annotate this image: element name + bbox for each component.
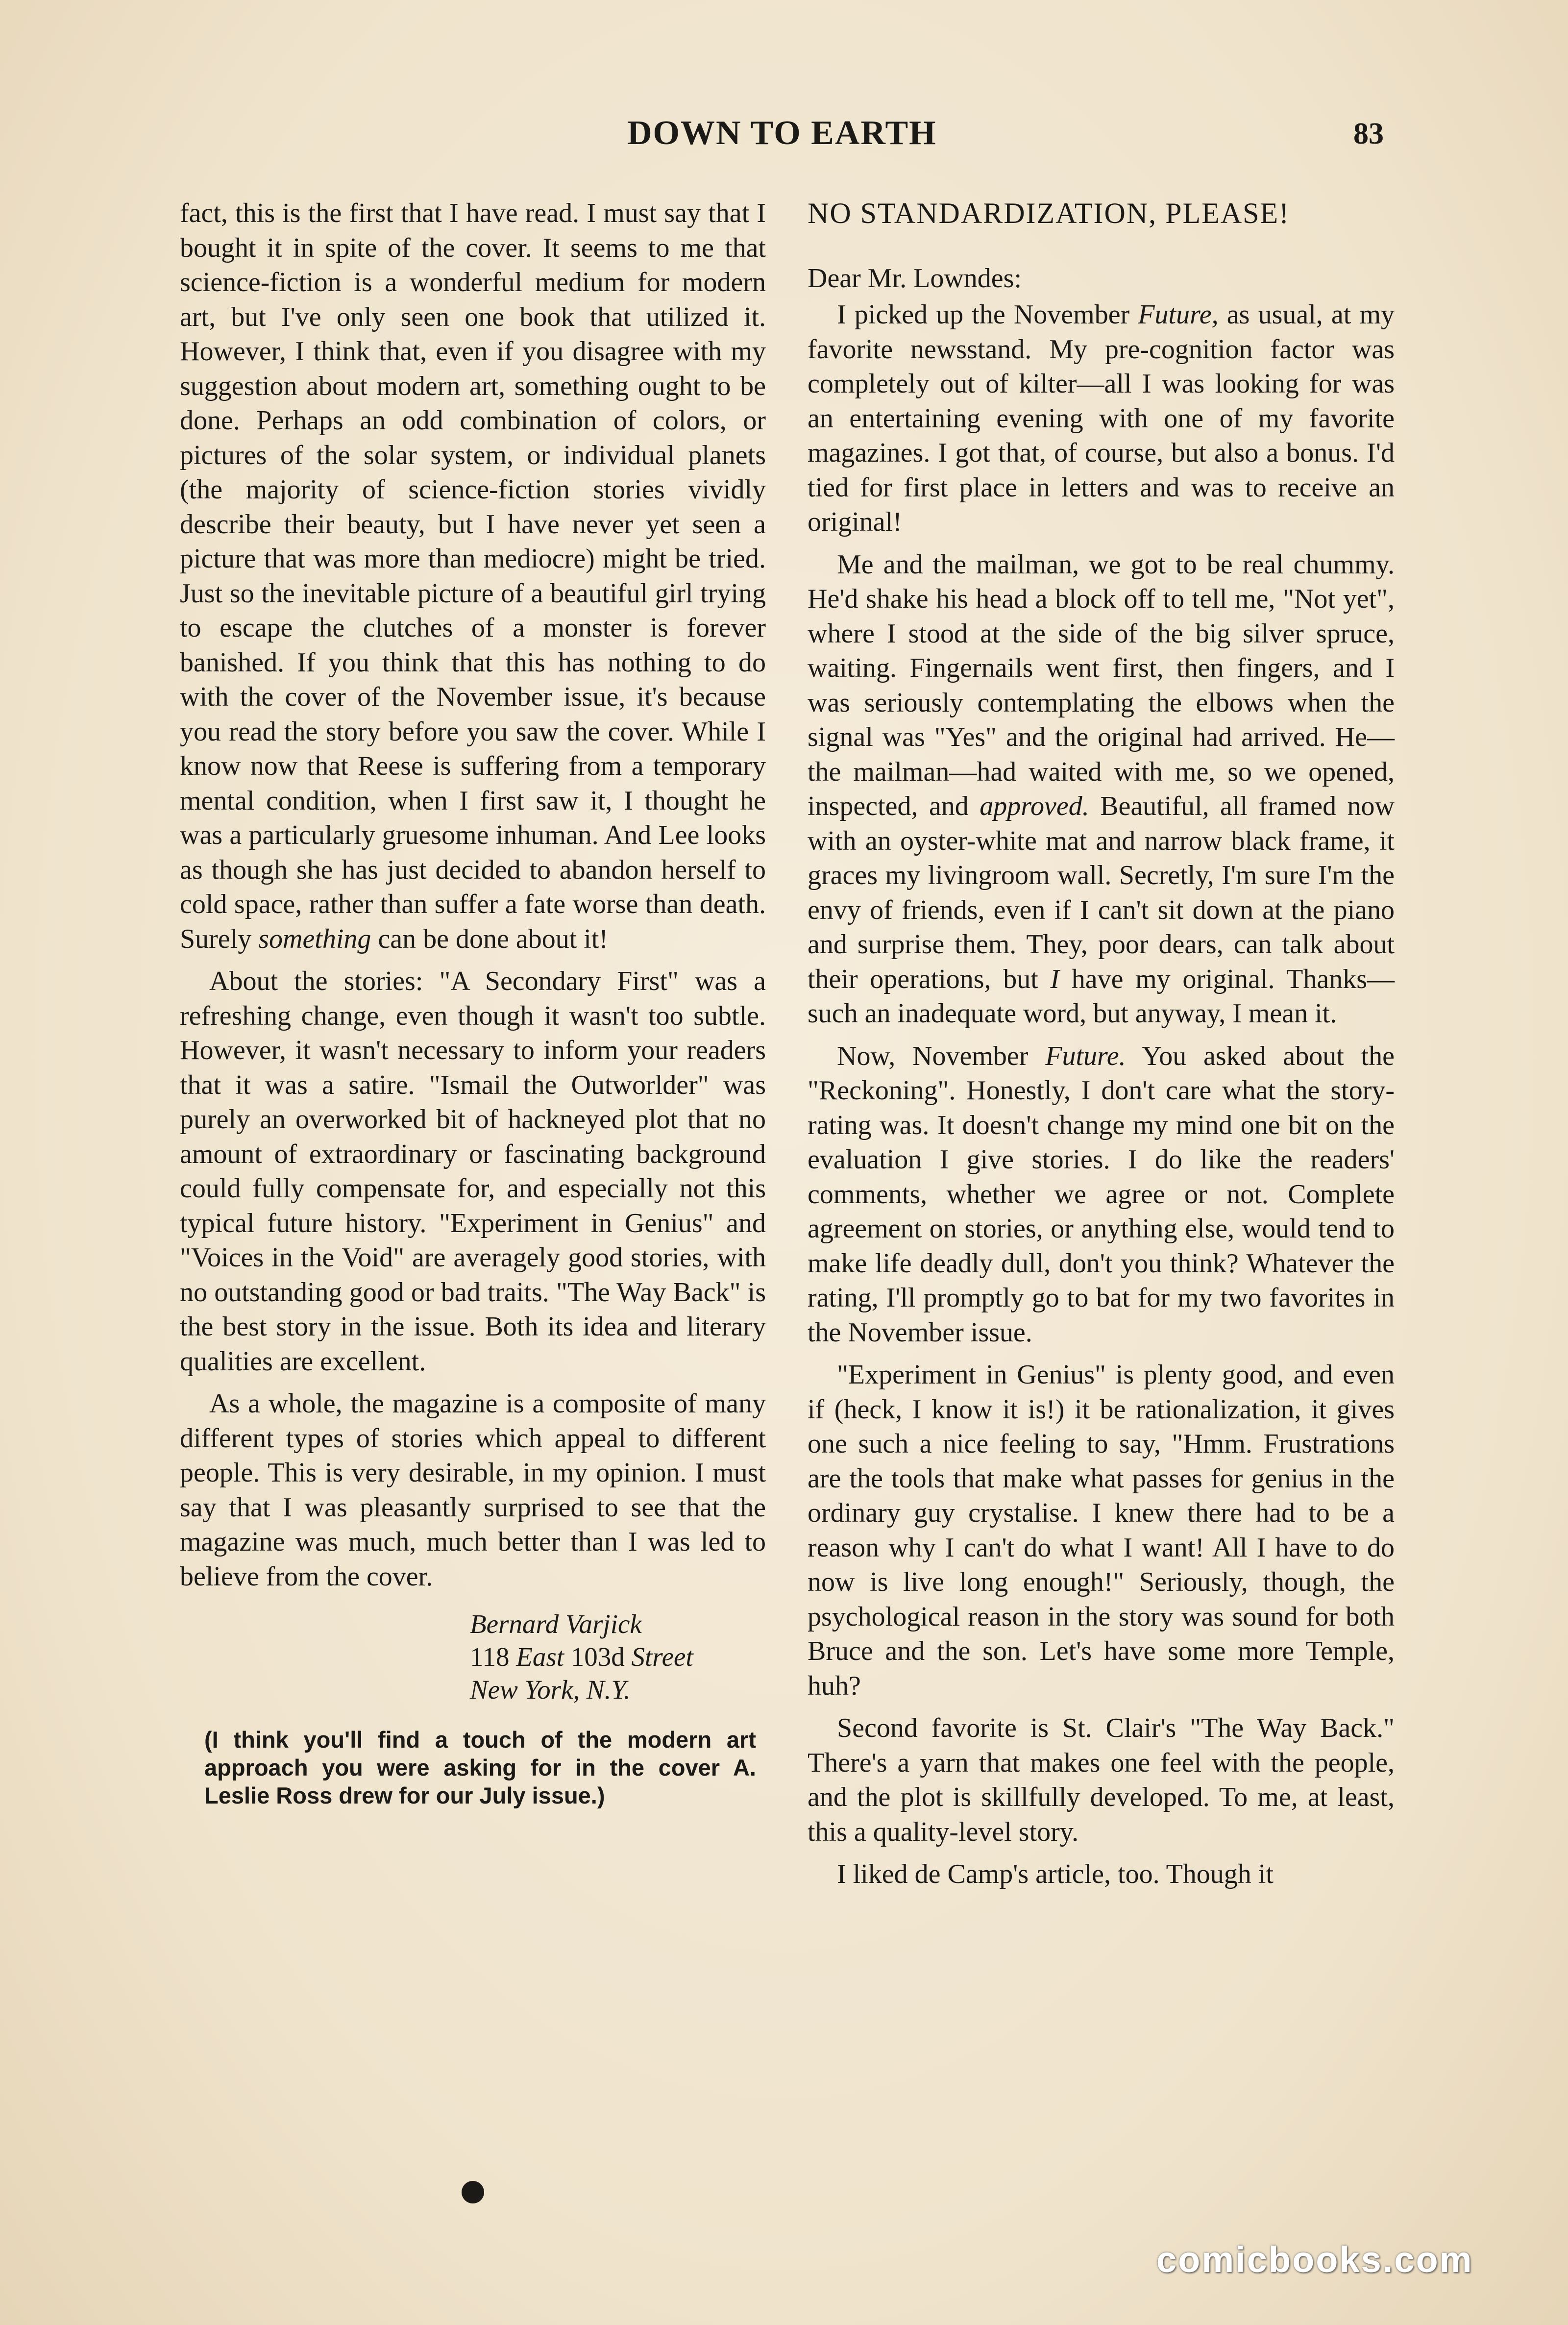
- letter-paragraph: "Experiment in Genius" is plenty good, and even if (heck, I know it is!) it be rationalization, it gives one such a nice feeling to say, "Hmm. Frustrations are the tools that make what passes for genius in the ordinary guy crystalise. I knew there had to be a reason why I can't do what I want! All I have to do now is live long enough!" Seriously, though, the psychological reason in the story was sound for both Bruce and the son. Let's have some more Temple, huh?: [808, 1360, 1395, 1701]
- letter-heading: NO STANDARDIZATION, PLEASE!: [808, 197, 1290, 229]
- letter-paragraph: I liked de Camp's article, too. Though it: [837, 1859, 1274, 1889]
- letter-signature: [470, 1608, 766, 1706]
- magazine-title: Future,: [1138, 299, 1219, 330]
- letter-paragraph: About the stories: "A Secondary First" was a refreshing change, even though it wasn't too subtle. However, it wasn't necessary to inform your readers that it was a satire. "Ismail the Outworlder" was purely an overworked bit of hackneyed plot that no amount of extraordinary or fascinating background could fully compensate for, and especially not this typical future history. "Experiment in Genius" and "Voices in the Void" are averagely good stories, with no outstanding good or bad traits. "The Way Back" is the best story in the issue. Both its idea and literary qualities are excellent.: [180, 966, 766, 1377]
- letter-paragraph: I picked up the November Future, as usual, at my favorite newsstand. My pre-cognition factor was completely out of kilter—all I was looking for was an entertaining evening with one of my favorite magazines. I got that, of course, but also a bonus. I'd tied for first place in letters and was to receive an original!: [808, 299, 1395, 537]
- section-bullet: [462, 2181, 484, 2203]
- right-column: [808, 196, 1395, 1900]
- signature-city: New York, N.Y.: [470, 1675, 631, 1705]
- magazine-title: Future.: [1045, 1040, 1126, 1071]
- salutation: Dear Mr. Lowndes:: [808, 263, 1022, 294]
- emphasis-text: approved.: [980, 791, 1089, 821]
- site-watermark: comicbooks.com: [1156, 2239, 1473, 2280]
- left-column: [180, 196, 766, 1809]
- emphasis-text: something: [258, 923, 371, 954]
- signature-name: Bernard Varjick: [470, 1609, 642, 1639]
- letter-paragraph: fact, this is the first that I have read. I must say that I bought it in spite of the cover. It seems to me that science-fiction is a wonderful medium for modern art, but I've only seen one book that utilized it. However, I think that, even if you disagree with my suggestion about modern art, something ought to be done. Perhaps an odd combination of colors, or pictures of the solar system, or individual planets (the majority of science-fiction stories vividly describe their beauty, but I have never yet seen a picture that was more than mediocre) might be tried. Just so the inevitable picture of a beautiful girl trying to escape the clutches of a monster is forever banished. If you think that this has nothing to do with the cover of the November issue, it's because you read the story before you saw the cover. While I know now that Reese is suffering from a temporary mental condition, when I first saw it, I thought he was a particularly gruesome inhuman. And Lee looks as though she has just decided to abandon herself to cold space, rather than suffer a fate worse than death. Surely something can be done about it!: [180, 198, 766, 954]
- running-title: DOWN TO EARTH: [627, 114, 937, 152]
- page-number: 83: [1353, 117, 1384, 150]
- letter-paragraph: As a whole, the magazine is a composite of many different types of stories which appeal to different people. This is very desirable, in my opinion. I must say that I was pleasantly surprised to see that the magazine was much, much better than I was led to believe from the cover.: [180, 1388, 766, 1592]
- letter-paragraph: Now, November Future. You asked about the "Reckoning". Honestly, I don't care what the story-rating was. It doesn't change my mind one bit on the evaluation I give stories. I do like the readers' comments, whether we agree or not. Complete agreement on stories, or anything else, would tend to make life deadly dull, don't you think? Whatever the rating, I'll promptly go to bat for my two favorites in the November issue.: [808, 1040, 1395, 1348]
- signature-street: 118 East 103d Street: [470, 1642, 693, 1672]
- emphasis-text: I: [1050, 964, 1060, 994]
- letter-paragraph: Me and the mailman, we got to be real chummy. He'd shake his head a block off to tell me, "Not yet", where I stood at the side of the big silver spruce, waiting. Fingernails went first, then fingers, and I was seriously contemplating the elbows when the signal was "Yes" and the original had arrived. He—the mailman—had waited with me, so we opened, inspected, and approved. Beautiful, all framed now with an oyster-white mat and narrow black frame, it graces my livingroom wall. Secretly, I'm sure I'm the envy of friends, even if I can't sit down at the piano and surprise them. They, poor dears, can talk about their operations, but I have my original. Thanks—such an inadequate word, but anyway, I mean it.: [808, 549, 1395, 1029]
- letter-paragraph: Second favorite is St. Clair's "The Way Back." There's a yarn that makes one feel with the people, and the plot is skillfully developed. To me, at least, this a quality-level story.: [808, 1713, 1395, 1847]
- editor-note: (I think you'll find a touch of the modern art approach you were asking for in the cover A. Leslie Ross drew for our July issue.): [204, 1727, 756, 1808]
